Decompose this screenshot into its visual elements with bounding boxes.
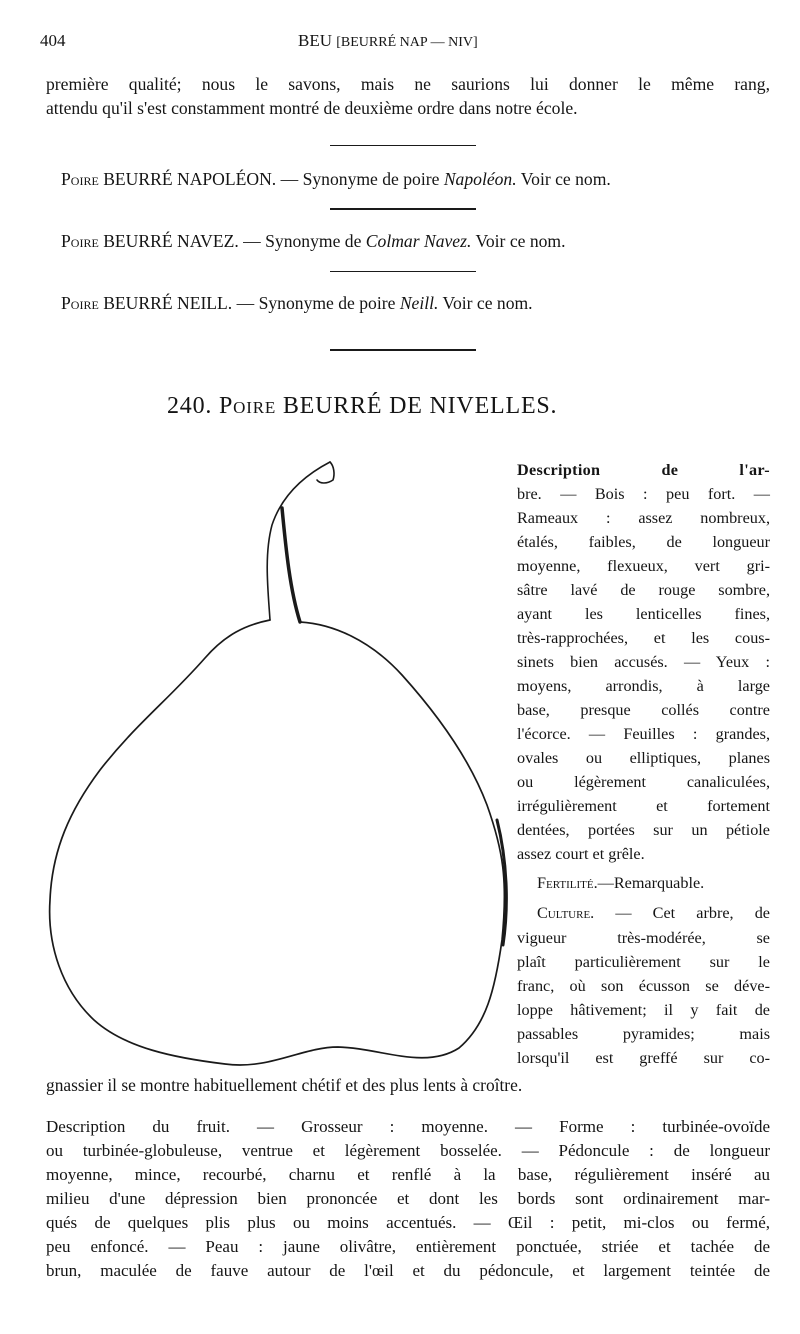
entry-text: Voir ce nom. xyxy=(516,169,611,189)
tree-desc-line: sâtre lavé de rouge sombre, xyxy=(517,581,770,599)
culture-line: loppe hâtivement; il y fait de xyxy=(517,1001,770,1019)
tree-desc-line: assez court et grêle. xyxy=(517,845,645,863)
culture-line xyxy=(537,901,770,925)
running-head-range: [BEURRÉ NAP — NIV] xyxy=(336,35,478,50)
entry-text: Voir ce nom. xyxy=(438,293,533,313)
synonym-entry xyxy=(61,291,533,316)
tree-desc-line: base, presque collés contre xyxy=(517,701,770,719)
divider xyxy=(330,349,476,351)
pear-stem xyxy=(267,462,330,620)
tree-desc-line: ovales ou elliptiques, planes xyxy=(517,749,770,767)
culture-text: — Cet arbre, de xyxy=(594,904,770,922)
entry-text: Voir ce nom. xyxy=(471,231,566,251)
intro-line-2: attendu qu'il s'est constamment montré de deuxième ordre dans notre école. xyxy=(46,98,578,118)
fruit-desc-line: brun, maculée de fauve autour de l'œil et du pédoncule, et largement teintée de xyxy=(46,1261,770,1280)
divider xyxy=(330,145,476,146)
tree-desc-line: l'écorce. — Feuilles : grandes, xyxy=(517,725,770,743)
entry-text: — Synonyme de poire xyxy=(276,169,444,189)
tree-desc-line: moyens, arrondis, à large xyxy=(517,677,770,695)
entry-name: BEURRÉ NEILL. xyxy=(103,293,233,313)
entry-ref: Neill. xyxy=(399,293,439,313)
culture-line: franc, où son écusson se déve- xyxy=(517,977,770,995)
fertilite-line xyxy=(537,871,770,895)
culture-line: lorsqu'il est greffé sur co- xyxy=(517,1049,770,1067)
tree-desc-line xyxy=(517,458,770,482)
entry-name: BEURRÉ NAVEZ. xyxy=(103,231,239,251)
tree-desc-line: sinets bien accusés. — Yeux : xyxy=(517,653,770,671)
pear-body xyxy=(50,620,505,1065)
fruit-desc-line: ou turbinée-globuleuse, ventrue et légèrement bosselée. — Pédoncule : de longueur xyxy=(46,1141,770,1160)
culture-line: vigueur très-modérée, se xyxy=(517,929,770,947)
fruit-desc-line: Description du fruit. — Grosseur : moyenne. — Forme : turbinée-ovoïde xyxy=(46,1117,770,1136)
pear-body-shade xyxy=(497,820,506,945)
fruit-desc-line: peu enfoncé. — Peau : jaune olivâtre, entièrement ponctuée, striée et tachée de xyxy=(46,1237,770,1256)
entry-ref: Napoléon. xyxy=(443,169,517,189)
entry-prefix: Poire xyxy=(61,169,99,189)
pear-stem-tip xyxy=(317,462,334,483)
pear-stem-shade xyxy=(282,508,300,622)
culture-line: passables pyramides; mais xyxy=(517,1025,770,1043)
entry-number: 240. xyxy=(167,393,213,419)
tree-desc-line: ou légèrement canaliculées, xyxy=(517,773,770,791)
tree-desc-line: très-rapprochées, et les cous- xyxy=(517,629,770,647)
entry-name: BEURRÉ NAPOLÉON. xyxy=(103,169,277,189)
synonym-entry xyxy=(61,167,611,192)
entry-heading xyxy=(167,393,557,420)
fruit-desc-line: qués de quelques plis plus ou moins accentués. — Œil : petit, mi-clos ou fermé, xyxy=(46,1213,770,1232)
culture-label: Culture. xyxy=(537,904,595,922)
tree-desc-line: moyenne, flexueux, vert gri- xyxy=(517,557,770,575)
entry-prefix: Poire xyxy=(219,393,277,419)
fruit-desc-line: milieu d'une dépression bien prononcée et dont les bords sont ordinairement mar- xyxy=(46,1189,770,1208)
tree-desc-line: étalés, faibles, de longueur xyxy=(517,533,770,551)
entry-text: — Synonyme de xyxy=(238,231,366,251)
tree-desc-heading: Description de l'ar- xyxy=(517,461,770,479)
tree-desc-line: dentées, portées sur un pétiole xyxy=(517,821,770,839)
tree-desc-line: ayant les lenticelles fines, xyxy=(517,605,770,623)
running-head xyxy=(298,31,478,51)
entry-prefix: Poire xyxy=(61,293,99,313)
culture-line: plaît particulièrement sur le xyxy=(517,953,770,971)
culture-line: gnassier il se montre habituellement chétif et des plus lents à croître. xyxy=(46,1075,523,1095)
page-number: 404 xyxy=(40,31,66,50)
divider xyxy=(330,208,476,210)
entry-text: — Synonyme de poire xyxy=(232,293,400,313)
fruit-desc-line: moyenne, mince, recourbé, charnu et renflé à la base, régulièrement inséré au xyxy=(46,1165,770,1184)
divider xyxy=(330,271,476,272)
synonym-entry xyxy=(61,229,566,254)
entry-name: BEURRÉ DE NIVELLES. xyxy=(282,393,558,419)
running-head-title: BEU xyxy=(298,31,332,50)
entry-ref: Colmar Navez. xyxy=(365,231,472,251)
entry-prefix: Poire xyxy=(61,231,99,251)
tree-desc-line: irrégulièrement et fortement xyxy=(517,797,770,815)
fertilite-text: —Remarquable. xyxy=(597,874,705,892)
tree-desc-line: Rameaux : assez nombreux, xyxy=(517,509,770,527)
tree-desc-line: bre. — Bois : peu fort. — xyxy=(517,485,770,503)
fertilite-label: Fertilité. xyxy=(537,874,598,892)
intro-line-1: première qualité; nous le savons, mais ne saurions lui donner le même rang, xyxy=(46,74,770,94)
